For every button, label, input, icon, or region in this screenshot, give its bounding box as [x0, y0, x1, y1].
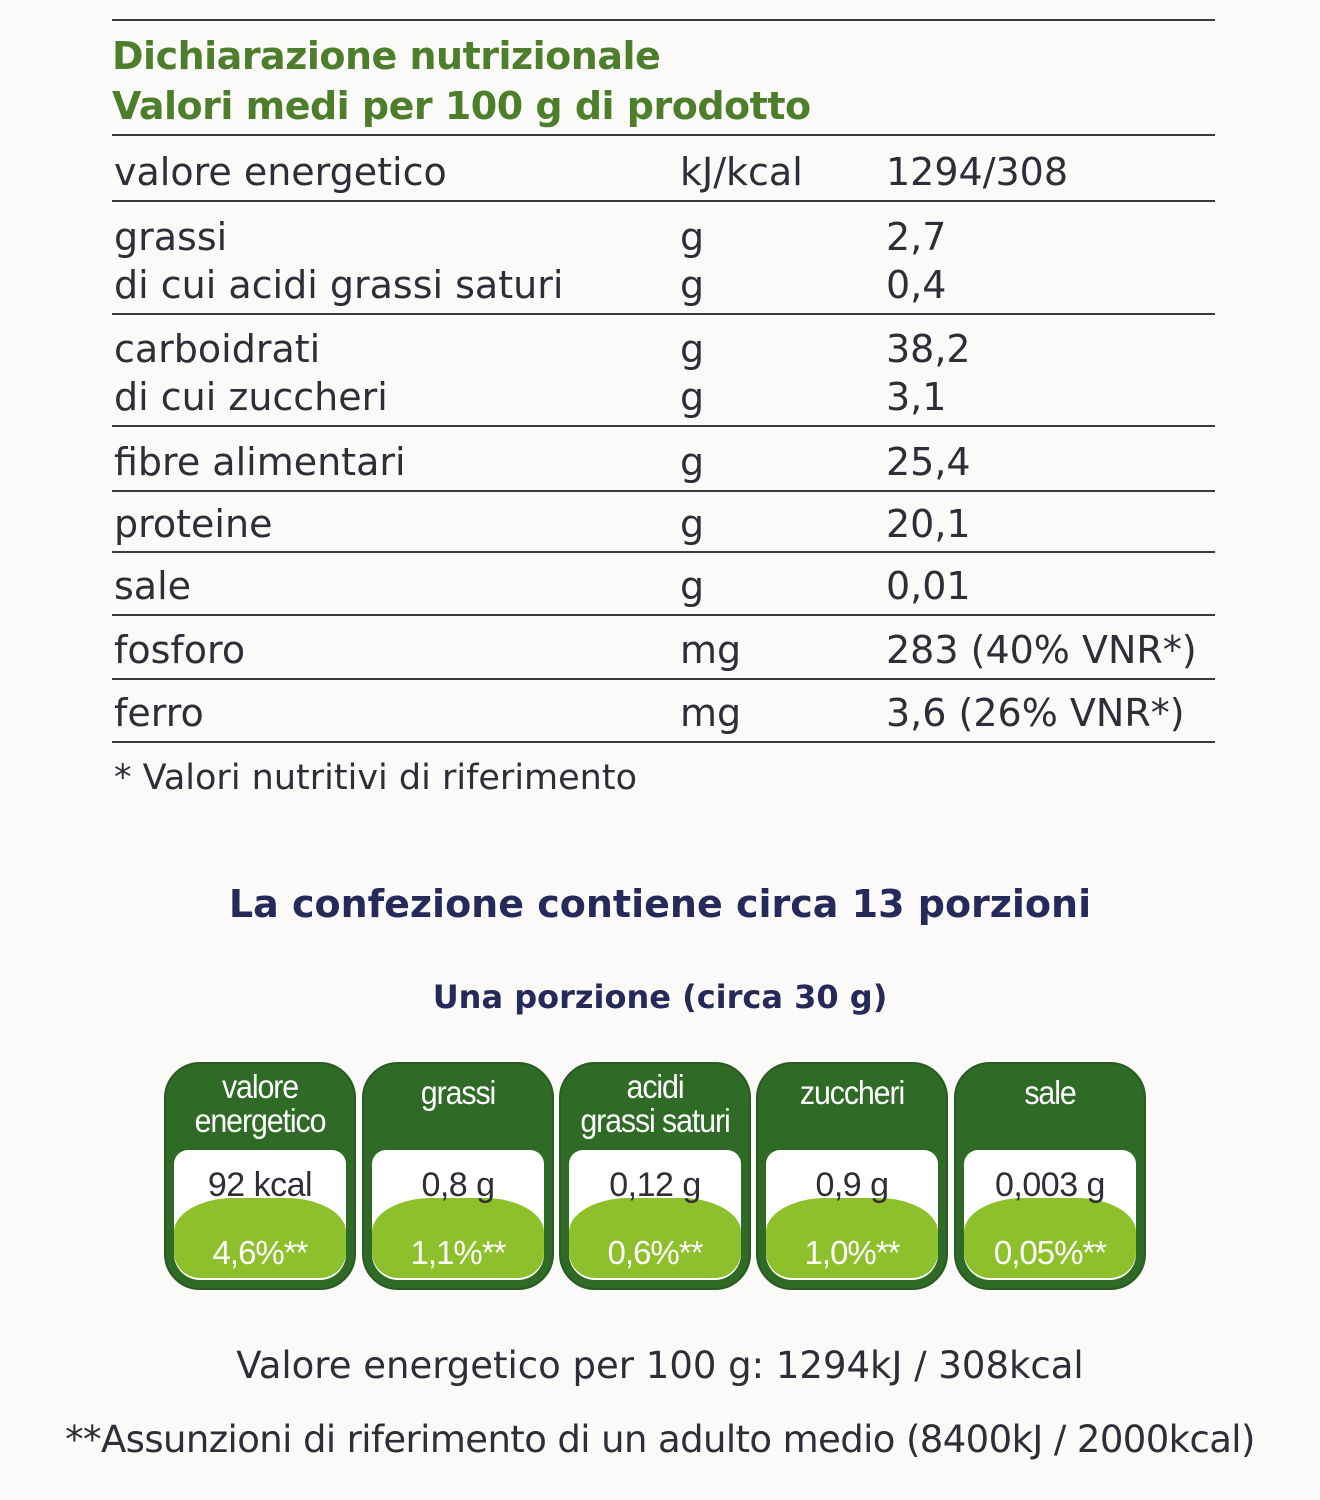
- nutrient-unit: g: [680, 375, 705, 419]
- reference-intake-footnote: **Assunzioni di riferimento di un adulto medio (8400kJ / 2000kcal): [65, 1418, 1255, 1461]
- gda-sugars: [752, 1062, 952, 1292]
- table-subtitle: Valori medi per 100 g di prodotto: [112, 84, 811, 128]
- gda-label: [766, 1076, 939, 1110]
- gda-percent: 0,05%**: [993, 1234, 1107, 1271]
- gda-label: [964, 1076, 1137, 1110]
- gda-amount: 92 kcal: [207, 1166, 313, 1204]
- nutrient-value: 0,4: [886, 263, 947, 307]
- nutrient-unit: mg: [680, 628, 742, 672]
- row-divider: [112, 313, 1215, 315]
- gda-label-line: acidi: [626, 1068, 684, 1105]
- nutrient-value: 3,1: [886, 375, 947, 419]
- nutrient-unit: kJ/kcal: [680, 150, 803, 194]
- gda-badge: [362, 1062, 554, 1290]
- table-title: Dichiarazione nutrizionale: [112, 34, 661, 78]
- table-top-rule: [112, 19, 1215, 21]
- gda-saturated-fat: [555, 1062, 755, 1292]
- nutrient-value: 0,01: [886, 564, 971, 608]
- nutrient-value: 3,6: [886, 691, 947, 735]
- gda-percent: 0,6%**: [607, 1234, 703, 1271]
- row-divider: [112, 614, 1215, 616]
- gda-label-line: energetico: [194, 1102, 326, 1139]
- portions-heading: La confezione contiene circa 13 porzioni: [228, 882, 1092, 926]
- gda-fat: [358, 1062, 558, 1292]
- header-bottom-rule: [112, 134, 1215, 136]
- nutrient-value: 283: [886, 628, 959, 672]
- row-divider: [112, 425, 1215, 427]
- row-divider: [112, 490, 1215, 492]
- nutrient-value-with-vnr: [886, 691, 1185, 735]
- nutrient-unit: g: [680, 215, 705, 259]
- gda-percent: 1,0%**: [804, 1234, 900, 1271]
- vnr-percent: (26% VNR*): [958, 691, 1185, 735]
- nutrient-unit: g: [680, 440, 705, 484]
- nutrient-value: 1294/308: [886, 150, 1069, 194]
- nutrient-value: 25,4: [886, 440, 971, 484]
- energy-per-100g: Valore energetico per 100 g: 1294kJ / 308kcal: [236, 1344, 1084, 1387]
- nutrient-name: grassi: [114, 215, 228, 259]
- vnr-note: * Valori nutritivi di riferimento: [114, 758, 637, 798]
- gda-badge: [559, 1062, 751, 1290]
- serving-heading: Una porzione (circa 30 g): [432, 978, 888, 1016]
- nutrient-unit: g: [680, 263, 705, 307]
- gda-label-line: zuccheri: [799, 1074, 905, 1111]
- gda-label: [174, 1070, 347, 1138]
- nutrient-name: proteine: [114, 502, 273, 546]
- gda-label-line: valore: [221, 1068, 299, 1105]
- nutrient-name: fibre alimentari: [114, 440, 406, 484]
- vnr-percent: (40% VNR*): [970, 628, 1197, 672]
- row-divider: [112, 551, 1215, 553]
- nutrient-value: 20,1: [886, 502, 971, 546]
- row-divider: [112, 678, 1215, 680]
- gda-label-line: grassi saturi: [580, 1102, 730, 1139]
- gda-amount: 0,12 g: [609, 1166, 701, 1204]
- gda-label-line: sale: [1024, 1074, 1076, 1111]
- nutrient-name: sale: [114, 564, 192, 608]
- nutrient-value-with-vnr: [886, 628, 1197, 672]
- gda-amount: 0,9 g: [815, 1166, 889, 1204]
- gda-energy: [160, 1062, 360, 1292]
- nutrient-name: fosforo: [114, 628, 246, 672]
- gda-salt: [950, 1062, 1150, 1292]
- nutrient-name: ferro: [114, 691, 204, 735]
- nutrient-unit: g: [680, 502, 705, 546]
- nutrient-name: valore energetico: [114, 150, 447, 194]
- gda-percent: 1,1%**: [410, 1234, 506, 1271]
- nutrient-unit: mg: [680, 691, 742, 735]
- gda-amount: 0,003 g: [995, 1166, 1105, 1204]
- nutrient-unit: g: [680, 327, 705, 371]
- gda-badge: [954, 1062, 1146, 1290]
- gda-label-line: grassi: [420, 1074, 496, 1111]
- nutrient-name: di cui zuccheri: [114, 375, 388, 419]
- nutrient-value: 2,7: [886, 215, 947, 259]
- gda-badge: [164, 1062, 356, 1290]
- table-bottom-rule: [112, 741, 1215, 743]
- gda-label: [372, 1076, 545, 1110]
- gda-badge: [756, 1062, 948, 1290]
- nutrient-unit: g: [680, 564, 705, 608]
- gda-label: [569, 1070, 742, 1138]
- nutrient-name: di cui acidi grassi saturi: [114, 263, 564, 307]
- row-divider: [112, 200, 1215, 202]
- nutrient-value: 38,2: [886, 327, 971, 371]
- nutrient-name: carboidrati: [114, 327, 321, 371]
- gda-amount: 0,8 g: [421, 1166, 495, 1204]
- gda-percent: 4,6%**: [212, 1234, 308, 1271]
